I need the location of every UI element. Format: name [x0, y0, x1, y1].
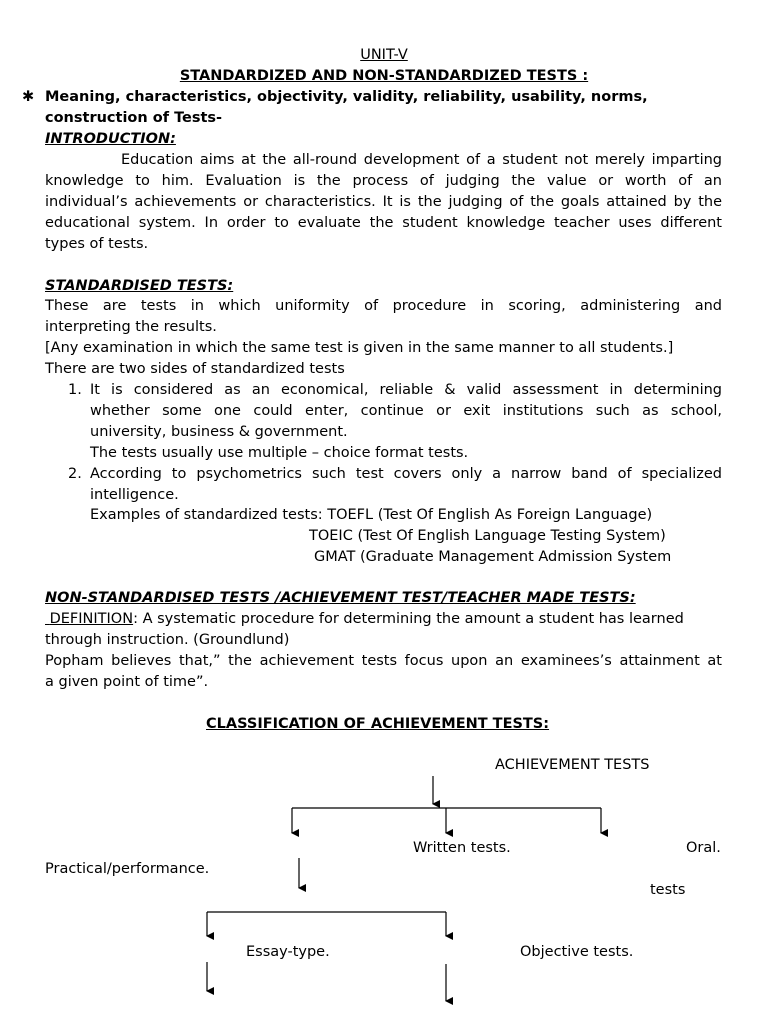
intro-line: knowledge to him. Evaluation is the process of judging the value or worth of an [45, 173, 722, 189]
node-essay-type: Essay-type. [246, 944, 330, 960]
topic-line-1: Meaning, characteristics, objectivity, validity, reliability, usability, norms, [45, 89, 648, 105]
list-item-line: university, business & government. [90, 424, 348, 440]
node-practical: Practical/performance. [45, 861, 210, 877]
introduction-heading: INTRODUCTION: [45, 131, 176, 147]
node-achievement-tests: ACHIEVEMENT TESTS [495, 757, 650, 773]
definition-line-2: through instruction. (Groundlund) [45, 632, 290, 648]
popham-quote: a given point of time”. [45, 674, 209, 690]
examples-line: Examples of standardized tests: TOEFL (Test Of English As Foreign Language) [90, 507, 653, 523]
list-item-line: It is considered as an economical, reliable & valid assessment in determining [90, 382, 722, 398]
classification-heading: CLASSIFICATION OF ACHIEVEMENT TESTS: [206, 716, 550, 732]
list-item-line: The tests usually use multiple – choice format tests. [90, 445, 469, 461]
list-number: 2. [68, 466, 82, 482]
definition-text: : A systematic procedure for determining the amount a student has learned [133, 611, 684, 627]
definition-label: DEFINITION [49, 611, 134, 627]
intro-line: individual’s achievements or characteristics. It is the judging of the goals attained by the [45, 194, 722, 210]
node-written-tests: Written tests. [413, 840, 511, 856]
node-oral: Oral. [686, 840, 721, 856]
chapter-title: STANDARDIZED AND NON-STANDARDIZED TESTS : [179, 68, 589, 84]
intro-line: Education aims at the all-round development of a student not merely imparting [121, 152, 722, 168]
asterisk-bullet-icon: ✱ [22, 89, 35, 105]
standardised-definition: interpreting the results. [45, 319, 217, 335]
node-objective-tests: Objective tests. [520, 944, 634, 960]
standardised-definition: These are tests in which uniformity of procedure in scoring, administering and [45, 298, 722, 314]
examples-line: TOEIC (Test Of English Language Testing System) [309, 528, 666, 544]
popham-quote: Popham believes that,” the achievement tests focus upon an examinees’s attainment at [45, 653, 722, 669]
intro-line: types of tests. [45, 236, 149, 252]
examples-line: GMAT (Graduate Management Admission System [314, 549, 672, 565]
node-oral-tests: tests [650, 882, 686, 898]
standardised-heading: STANDARDISED TESTS: [45, 278, 234, 294]
list-item-line: whether some one could enter, continue or exit institutions such as school, [90, 403, 722, 419]
topic-line-2: construction of Tests- [45, 110, 223, 126]
intro-line: educational system. In order to evaluate the student knowledge teacher uses different [45, 215, 722, 231]
list-item-line: According to psychometrics such test covers only a narrow band of specialized [90, 466, 722, 482]
non-standardised-heading: NON-STANDARDISED TESTS /ACHIEVEMENT TEST/TEACHER MADE TESTS: [45, 590, 636, 606]
list-item-line: intelligence. [90, 487, 179, 503]
list-number: 1. [68, 382, 82, 398]
unit-title: UNIT-V [360, 47, 408, 63]
sides-intro: There are two sides of standardized tests [45, 361, 345, 377]
bracket-note: [Any examination in which the same test is given in the same manner to all students.] [45, 340, 674, 356]
